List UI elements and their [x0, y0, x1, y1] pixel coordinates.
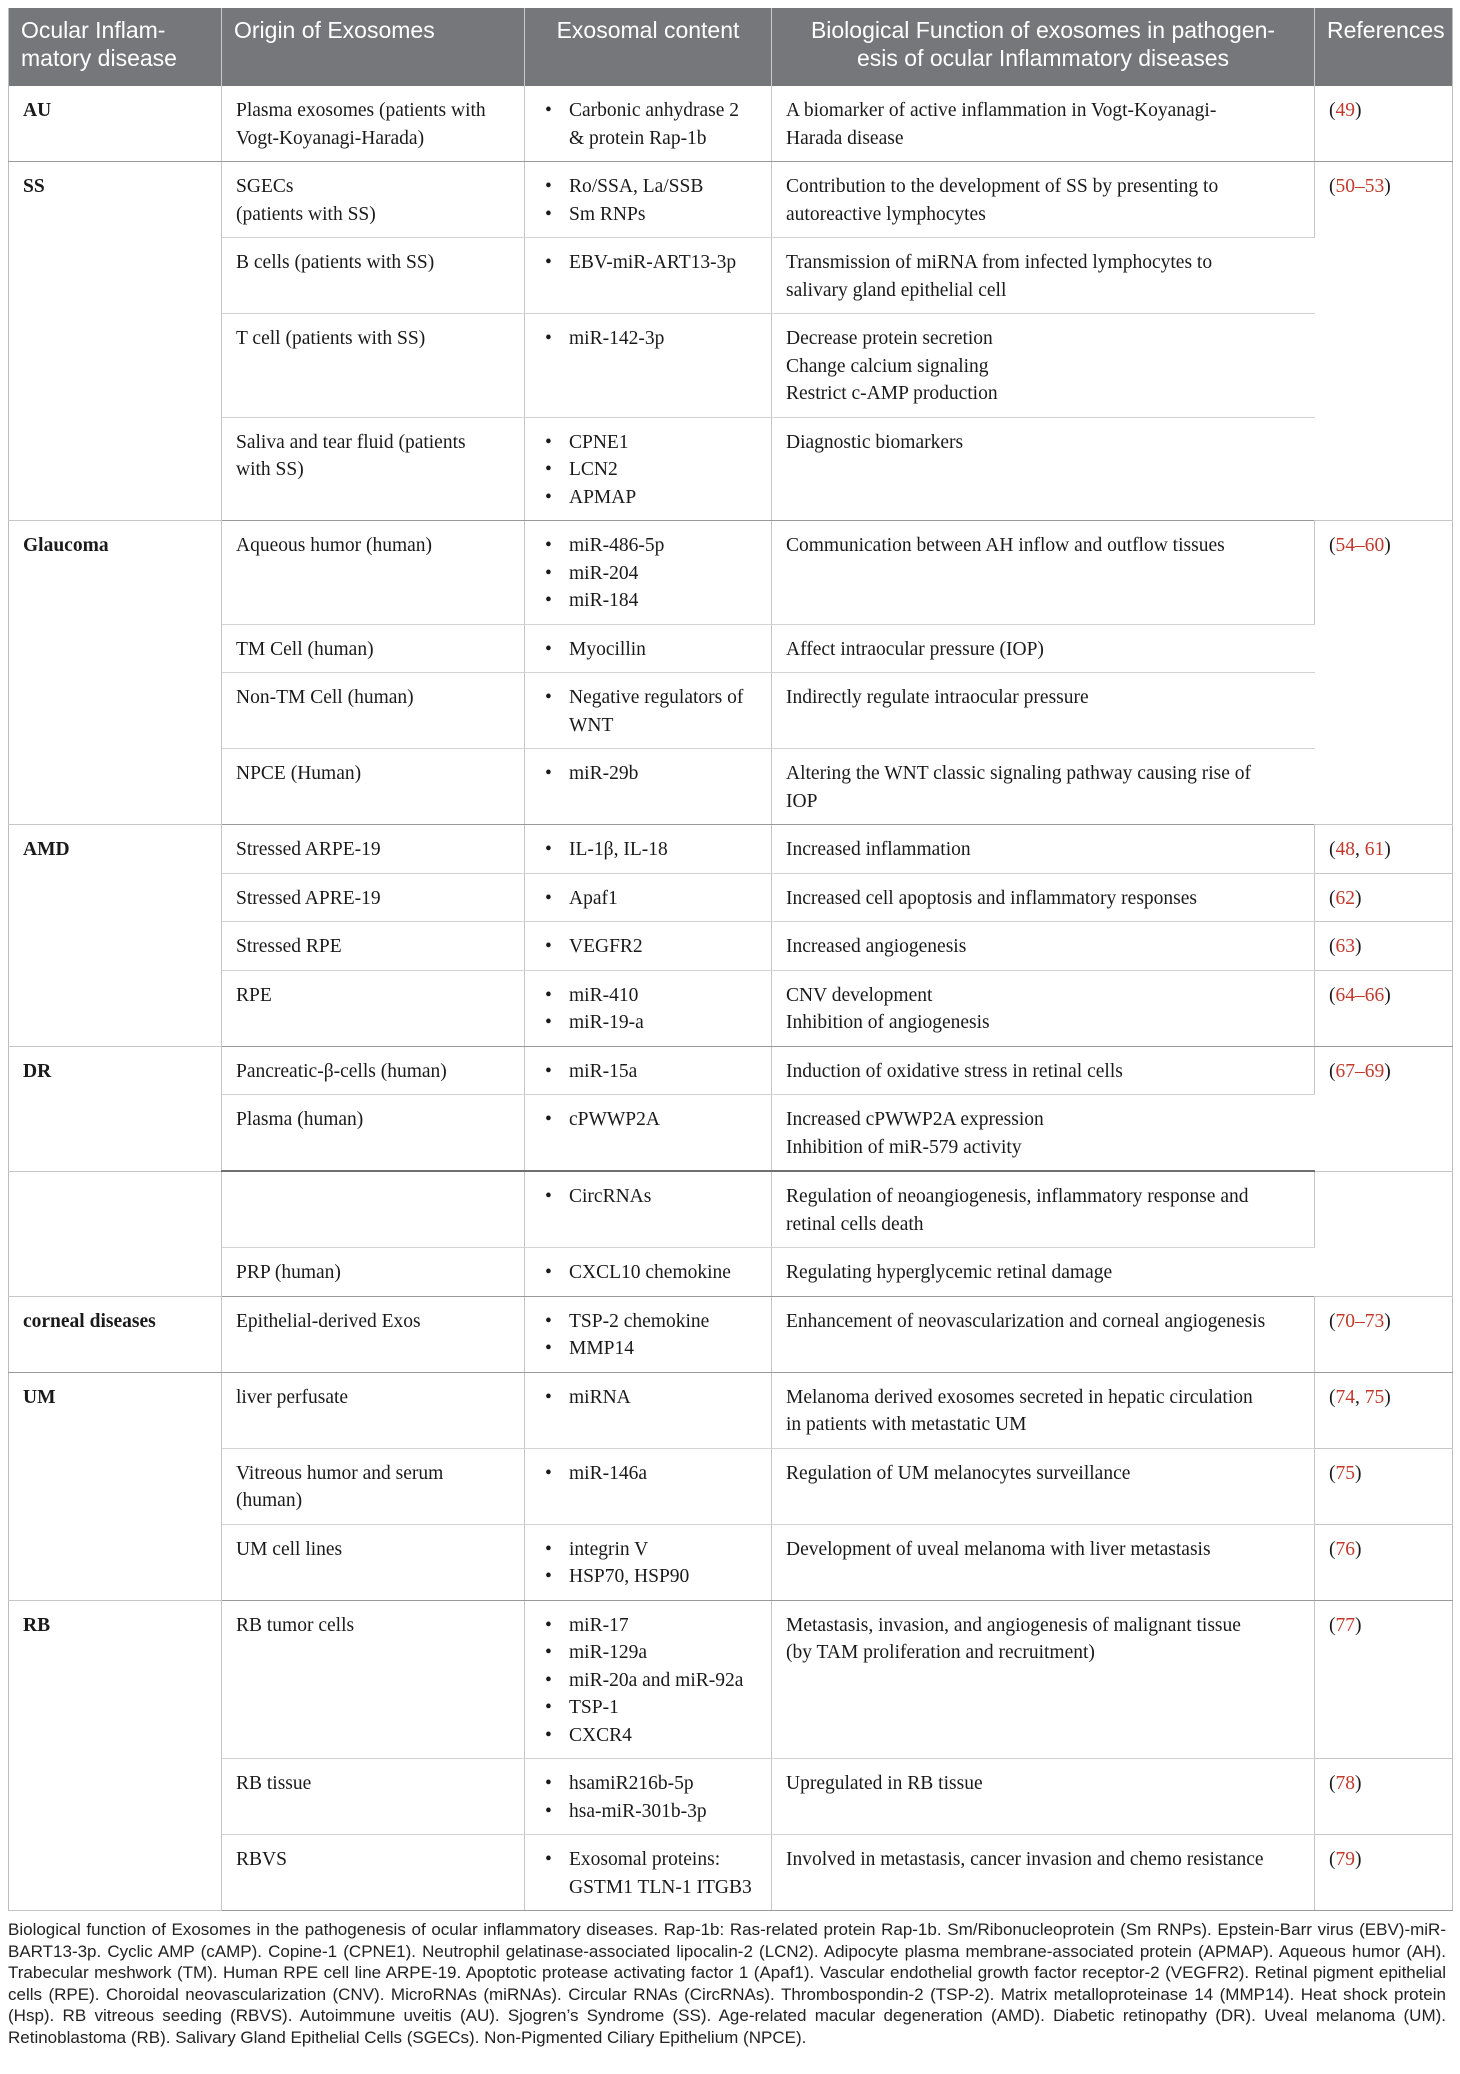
origin-cell-line: Non-TM Cell (human) — [236, 687, 414, 708]
origin-cell — [222, 970, 525, 1046]
origin-cell-line: TM Cell (human) — [236, 638, 374, 660]
content-list — [539, 684, 759, 739]
content-item: • cPWWP2A — [539, 1106, 759, 1134]
content-list — [539, 173, 759, 228]
function-cell-line: Altering the WNT classic signaling pathway causing rise of — [786, 763, 1252, 784]
content-cell — [525, 749, 772, 825]
header-origin — [222, 8, 525, 86]
content-item: • Negative regulators of WNT — [539, 684, 759, 739]
header-function-line-2: esis of ocular Inflammatory diseases — [857, 45, 1229, 71]
table-row — [9, 238, 1453, 314]
function-cell — [772, 162, 1315, 238]
table-row — [9, 1524, 1453, 1600]
origin-cell-line: Aqueous humor (human) — [236, 535, 433, 556]
content-item: • Exosomal proteins: GSTM1 TLN-1 ITGB3 — [539, 1846, 759, 1901]
content-item: • miR-15a — [539, 1058, 759, 1086]
table-row — [9, 521, 1453, 625]
content-item: • miR-19-a — [539, 1009, 759, 1037]
content-cell — [525, 1296, 772, 1372]
content-item: • CPNE1 — [539, 429, 759, 457]
content-cell — [525, 922, 772, 971]
function-cell-line: Communication between AH inflow and outflow tissues — [786, 535, 1225, 556]
content-item: • miR-142-3p — [539, 325, 759, 353]
origin-cell-line: PRP (human) — [236, 1262, 341, 1283]
content-list — [539, 1460, 759, 1488]
references-cell: (63) — [1315, 922, 1453, 971]
function-cell — [772, 238, 1315, 314]
reference-link[interactable]: 79 — [1335, 1849, 1355, 1870]
function-cell-line: Regulation of neoangiogenesis, inflammatory response and — [786, 1186, 1249, 1207]
content-list — [539, 836, 759, 864]
reference-link[interactable]: 70–73 — [1335, 1310, 1385, 1332]
function-cell — [772, 673, 1315, 749]
reference-link[interactable]: 76 — [1335, 1538, 1355, 1560]
origin-cell — [222, 86, 525, 162]
references-cell: (76) — [1315, 1524, 1453, 1600]
function-cell-line: Restrict c-AMP production — [786, 383, 998, 404]
content-list — [539, 760, 759, 788]
function-cell-line: Harada disease — [786, 127, 904, 149]
function-cell — [772, 825, 1315, 874]
origin-cell-line: SGECs — [236, 176, 294, 197]
content-list — [539, 982, 759, 1037]
function-cell-line: Upregulated in RB tissue — [786, 1773, 983, 1794]
function-cell-line: in patients with metastatic UM — [786, 1414, 1027, 1435]
function-cell-line: Increased cell apoptosis and inflammatory responses — [786, 887, 1197, 909]
origin-cell — [222, 417, 525, 521]
header-disease — [9, 8, 222, 86]
content-list — [539, 97, 759, 152]
content-cell — [525, 1524, 772, 1600]
origin-cell-line: Pancreatic-β-cells (human) — [236, 1060, 447, 1082]
content-cell — [525, 1248, 772, 1297]
content-cell — [525, 1095, 772, 1172]
disease-cell: AMD — [9, 825, 222, 1047]
reference-link[interactable]: 62 — [1335, 887, 1355, 909]
content-list — [539, 885, 759, 913]
origin-cell-line: UM cell lines — [236, 1538, 343, 1560]
function-cell-line: retinal cells death — [786, 1213, 924, 1235]
content-item: • IL-1β, IL-18 — [539, 836, 759, 864]
content-item: • APMAP — [539, 484, 759, 512]
function-cell-line: Regulation of UM melanocytes surveillance — [786, 1462, 1131, 1484]
content-list — [539, 1308, 759, 1363]
content-item: • miR-17 — [539, 1612, 759, 1640]
content-item: • hsa-miR-301b-3p — [539, 1798, 759, 1826]
function-cell-line: IOP — [786, 790, 818, 812]
function-cell-line: Transmission of miRNA from infected lymphocytes to — [786, 252, 1213, 273]
origin-cell-line: Vitreous humor and serum — [236, 1462, 444, 1484]
function-cell-line: Metastasis, invasion, and angiogenesis of malignant tissue — [786, 1614, 1241, 1636]
origin-cell-line: NPCE (Human) — [236, 763, 362, 784]
origin-cell — [222, 521, 525, 625]
origin-cell — [222, 624, 525, 673]
function-cell — [772, 1296, 1315, 1372]
content-cell — [525, 970, 772, 1046]
reference-link[interactable]: 64–66 — [1335, 984, 1385, 1006]
table-row — [9, 314, 1453, 418]
function-cell — [772, 624, 1315, 673]
function-cell-line: Increased inflammation — [786, 839, 971, 860]
table-row — [9, 922, 1453, 971]
content-list — [539, 1612, 759, 1750]
origin-cell-line: Plasma exosomes (patients with — [236, 100, 486, 121]
origin-cell — [222, 314, 525, 418]
function-cell — [772, 1095, 1315, 1172]
content-item: • miR-29b — [539, 760, 759, 788]
origin-cell — [222, 1524, 525, 1600]
origin-cell — [222, 1296, 525, 1372]
content-list — [539, 532, 759, 615]
content-item: • miR-146a — [539, 1460, 759, 1488]
function-cell — [772, 1835, 1315, 1911]
function-cell — [772, 314, 1315, 418]
origin-cell — [222, 673, 525, 749]
content-list — [539, 1536, 759, 1591]
origin-cell — [222, 1372, 525, 1448]
content-list — [539, 429, 759, 512]
table-body — [9, 86, 1453, 1911]
disease-cell: DR — [9, 1046, 222, 1171]
function-cell-line: Development of uveal melanoma with liver metastasis — [786, 1538, 1211, 1560]
function-cell — [772, 1448, 1315, 1524]
references-cell — [1315, 1171, 1453, 1296]
references-cell: (77) — [1315, 1600, 1453, 1759]
origin-cell — [222, 238, 525, 314]
origin-cell-line: RB tissue — [236, 1773, 312, 1794]
table-row — [9, 162, 1453, 238]
function-cell — [772, 922, 1315, 971]
content-cell — [525, 624, 772, 673]
function-cell-line: Melanoma derived exosomes secreted in hepatic circulation — [786, 1386, 1253, 1408]
table-row — [9, 1372, 1453, 1448]
content-list — [539, 1259, 759, 1287]
content-item: • Ro/SSA, La/SSB — [539, 173, 759, 201]
header-function — [772, 8, 1315, 86]
content-item: • LCN2 — [539, 456, 759, 484]
content-item: • miR-20a and miR-92a — [539, 1667, 759, 1695]
references-cell: (48, 61) — [1315, 825, 1453, 874]
function-cell — [772, 1171, 1315, 1248]
reference-link[interactable]: 49 — [1335, 100, 1355, 121]
content-item: • Apaf1 — [539, 885, 759, 913]
origin-cell — [222, 749, 525, 825]
content-cell — [525, 417, 772, 521]
origin-cell — [222, 1835, 525, 1911]
content-list — [539, 636, 759, 664]
header-function-line-1: Biological Function of exosomes in pathogen- — [810, 17, 1276, 43]
content-item: • TSP-2 chemokine — [539, 1308, 759, 1336]
content-cell — [525, 873, 772, 922]
content-list — [539, 249, 759, 277]
content-item: • Myocillin — [539, 636, 759, 664]
references-cell: (79) — [1315, 1835, 1453, 1911]
table-row — [9, 1600, 1453, 1759]
table-row — [9, 825, 1453, 874]
function-cell — [772, 749, 1315, 825]
table-row — [9, 1095, 1453, 1172]
function-cell — [772, 1759, 1315, 1835]
origin-cell-line: Saliva and tear fluid (patients — [236, 431, 466, 453]
header-content — [525, 8, 772, 86]
content-item: • CXCL10 chemokine — [539, 1259, 759, 1287]
table-row — [9, 1448, 1453, 1524]
content-cell — [525, 162, 772, 238]
content-cell — [525, 673, 772, 749]
function-cell-line: Enhancement of neovascularization and corneal angiogenesis — [786, 1310, 1266, 1332]
table-row — [9, 86, 1453, 162]
origin-cell-line: Plasma (human) — [236, 1109, 364, 1130]
content-cell — [525, 825, 772, 874]
references-cell: (67–69) — [1315, 1046, 1453, 1171]
table-row — [9, 1759, 1453, 1835]
content-item: • CircRNAs — [539, 1183, 759, 1211]
table-row — [9, 1171, 1453, 1248]
content-cell — [525, 521, 772, 625]
table-header — [9, 8, 1453, 86]
header-references-label: References — [1327, 17, 1445, 43]
content-list — [539, 1106, 759, 1134]
references-cell: (62) — [1315, 873, 1453, 922]
origin-cell-line: with SS) — [236, 459, 304, 480]
content-cell — [525, 238, 772, 314]
function-cell — [772, 970, 1315, 1046]
function-cell-line: Induction of oxidative stress in retinal cells — [786, 1060, 1123, 1082]
function-cell-line: Change calcium signaling — [786, 355, 989, 377]
disease-cell: Glaucoma — [9, 521, 222, 825]
function-cell-line: Inhibition of miR-579 activity — [786, 1136, 1022, 1158]
reference-link[interactable]: 78 — [1335, 1773, 1355, 1794]
function-cell — [772, 417, 1315, 521]
content-item: • miR-129a — [539, 1639, 759, 1667]
origin-cell-line: B cells (patients with SS) — [236, 252, 435, 273]
origin-cell — [222, 162, 525, 238]
table-row — [9, 1296, 1453, 1372]
table-row — [9, 1248, 1453, 1297]
content-cell — [525, 1171, 772, 1248]
origin-cell-line: T cell (patients with SS) — [236, 328, 426, 349]
origin-cell — [222, 922, 525, 971]
header-content-label: Exosomal content — [556, 17, 740, 43]
content-cell — [525, 1835, 772, 1911]
origin-cell-line: Stressed APRE-19 — [236, 887, 381, 909]
disease-cell: SS — [9, 162, 222, 521]
content-list — [539, 1384, 759, 1412]
content-list — [539, 1770, 759, 1825]
content-item: • miR-184 — [539, 587, 759, 615]
reference-link[interactable]: 50–53 — [1335, 176, 1385, 197]
content-list — [539, 1058, 759, 1086]
origin-cell-line: (human) — [236, 1490, 303, 1511]
function-cell-line: Diagnostic biomarkers — [786, 431, 964, 453]
origin-cell — [222, 1759, 525, 1835]
origin-cell — [222, 1448, 525, 1524]
function-cell — [772, 86, 1315, 162]
disease-cell: corneal diseases — [9, 1296, 222, 1372]
references-cell: (49) — [1315, 86, 1453, 162]
table-row — [9, 417, 1453, 521]
function-cell-line: Decrease protein secretion — [786, 328, 993, 349]
reference-link[interactable]: 63 — [1335, 936, 1355, 957]
references-cell: (50–53) — [1315, 162, 1453, 521]
header-row — [9, 8, 1453, 86]
origin-cell-line: Stressed ARPE-19 — [236, 839, 381, 860]
function-cell — [772, 1046, 1315, 1095]
references-cell: (54–60) — [1315, 521, 1453, 825]
reference-link[interactable]: 75 — [1335, 1462, 1355, 1484]
function-cell-line: Increased angiogenesis — [786, 936, 967, 957]
origin-cell — [222, 873, 525, 922]
header-origin-label: Origin of Exosomes — [234, 17, 435, 43]
origin-cell-line: Vogt-Koyanagi-Harada) — [236, 127, 425, 149]
table-row — [9, 673, 1453, 749]
table-row — [9, 970, 1453, 1046]
function-cell-line: salivary gland epithelial cell — [786, 279, 1007, 301]
table-footnote: Biological function of Exosomes in the pathogenesis of ocular inflammatory diseases. Rap-1b: Ras-related protein Rap-1b. Sm/Ribonucleoprotein (Sm RNPs). Epstein-Barr virus (EBV)-miR-BART13-3p. Cyclic AMP (cAMP). Copine-1 (CPNE1). Neutrophil gelatinase-associated lipocalin-2 (LCN2). Adipocyte plasma membrane-associated protein (APMAP). Aqueous humor (AH). Trabecular meshwork (TM). Human RPE cell line ARPE-19. Apoptotic protease activating factor 1 (Apaf1). Vascular endothelial growth factor receptor-2 (VEGFR2). Retinal pigment epithelial cells (RPE). Choroidal neovascularization (CNV). MicroRNAs (miRNAs). Circular RNAs (CircRNAs). Thrombospondin-2 (TSP-2). Matrix metalloproteinase 14 (MMP14). Heat shock protein (Hsp). RB vitreous seeding (RBVS). Autoimmune uveitis (AU). Sjogren’s Syndrome (SS). Age-related macular degeneration (AMD). Diabetic retinopathy (DR). Uveal melanoma (UM). Retinoblastoma (RB). Salivary Gland Epithelial Cells (SGECs). Non-Pigmented Ciliary Epithelium (NPCE). — [8, 1920, 1446, 2047]
content-list — [539, 933, 759, 961]
table-row — [9, 749, 1453, 825]
content-cell — [525, 86, 772, 162]
reference-link[interactable]: 74 — [1335, 1386, 1355, 1408]
origin-cell-line: RBVS — [236, 1849, 287, 1870]
content-item: • CXCR4 — [539, 1722, 759, 1750]
function-cell — [772, 1372, 1315, 1448]
function-cell — [772, 1600, 1315, 1759]
origin-cell-line: liver perfusate — [236, 1386, 349, 1408]
content-cell — [525, 1759, 772, 1835]
disease-cell: UM — [9, 1372, 222, 1600]
reference-link[interactable]: 54–60 — [1335, 535, 1385, 556]
origin-cell — [222, 1046, 525, 1095]
reference-link[interactable]: 61 — [1364, 839, 1385, 860]
table-row — [9, 873, 1453, 922]
function-cell-line: Regulating hyperglycemic retinal damage — [786, 1262, 1113, 1283]
function-cell-line: CNV development — [786, 984, 933, 1006]
function-cell — [772, 873, 1315, 922]
function-cell — [772, 1248, 1315, 1297]
references-cell: (64–66) — [1315, 970, 1453, 1046]
header-references — [1315, 8, 1453, 86]
content-item: • hsamiR216b-5p — [539, 1770, 759, 1798]
function-cell-line: (by TAM proliferation and recruitment) — [786, 1642, 1095, 1663]
disease-cell — [9, 1171, 222, 1296]
references-cell: (75) — [1315, 1448, 1453, 1524]
content-cell — [525, 314, 772, 418]
origin-cell-line: (patients with SS) — [236, 203, 376, 225]
content-list — [539, 1183, 759, 1211]
function-cell — [772, 1524, 1315, 1600]
content-item: • TSP-1 — [539, 1694, 759, 1722]
reference-link[interactable]: 48 — [1335, 839, 1355, 860]
content-cell — [525, 1600, 772, 1759]
content-item: • miR-204 — [539, 560, 759, 588]
function-cell-line: Indirectly regulate intraocular pressure — [786, 687, 1089, 708]
origin-cell — [222, 1600, 525, 1759]
function-cell-line: Increased cPWWP2A expression — [786, 1109, 1044, 1130]
origin-cell-line: Stressed RPE — [236, 936, 342, 957]
reference-link[interactable]: 75 — [1364, 1386, 1385, 1408]
origin-cell — [222, 1171, 525, 1248]
references-cell: (70–73) — [1315, 1296, 1453, 1372]
function-cell-line: Contribution to the development of SS by presenting to — [786, 176, 1219, 197]
content-item: • miR-410 — [539, 982, 759, 1010]
disease-cell: AU — [9, 86, 222, 162]
content-list — [539, 325, 759, 353]
function-cell-line: Affect intraocular pressure (IOP) — [786, 638, 1044, 660]
content-cell — [525, 1448, 772, 1524]
function-cell-line: A biomarker of active inflammation in Vogt-Koyanagi- — [786, 100, 1217, 121]
table-row — [9, 1835, 1453, 1911]
references-cell: (74, 75) — [1315, 1372, 1453, 1448]
content-item: • integrin V — [539, 1536, 759, 1564]
origin-cell-line: RPE — [236, 984, 272, 1006]
content-item: • miR-486-5p — [539, 532, 759, 560]
function-cell-line: Inhibition of angiogenesis — [786, 1012, 990, 1033]
reference-link[interactable]: 77 — [1335, 1614, 1355, 1636]
content-item: • HSP70, HSP90 — [539, 1563, 759, 1591]
content-cell — [525, 1046, 772, 1095]
content-item: • Sm RNPs — [539, 201, 759, 229]
content-list — [539, 1846, 759, 1901]
content-item: • EBV-miR-ART13-3p — [539, 249, 759, 277]
function-cell-line: autoreactive lymphocytes — [786, 203, 986, 225]
disease-cell: RB — [9, 1600, 222, 1911]
content-item: • Carbonic anhydrase 2 & protein Rap-1b — [539, 97, 759, 152]
content-item: • miRNA — [539, 1384, 759, 1412]
origin-cell-line: Epithelial-derived Exos — [236, 1310, 421, 1332]
header-disease-line-1: Ocular Inflam- — [21, 17, 166, 43]
origin-cell — [222, 825, 525, 874]
reference-link[interactable]: 67–69 — [1335, 1060, 1385, 1082]
content-item: • VEGFR2 — [539, 933, 759, 961]
function-cell — [772, 521, 1315, 625]
table-row — [9, 1046, 1453, 1095]
table-page — [8, 8, 1452, 2048]
table-row — [9, 624, 1453, 673]
origin-cell-line: RB tumor cells — [236, 1614, 355, 1636]
exosome-table — [8, 8, 1453, 1911]
origin-cell — [222, 1095, 525, 1172]
references-cell: (78) — [1315, 1759, 1453, 1835]
origin-cell — [222, 1248, 525, 1297]
header-disease-line-2: matory disease — [21, 45, 177, 71]
content-item: • MMP14 — [539, 1335, 759, 1363]
content-cell — [525, 1372, 772, 1448]
function-cell-line: Involved in metastasis, cancer invasion and chemo resistance — [786, 1849, 1264, 1870]
